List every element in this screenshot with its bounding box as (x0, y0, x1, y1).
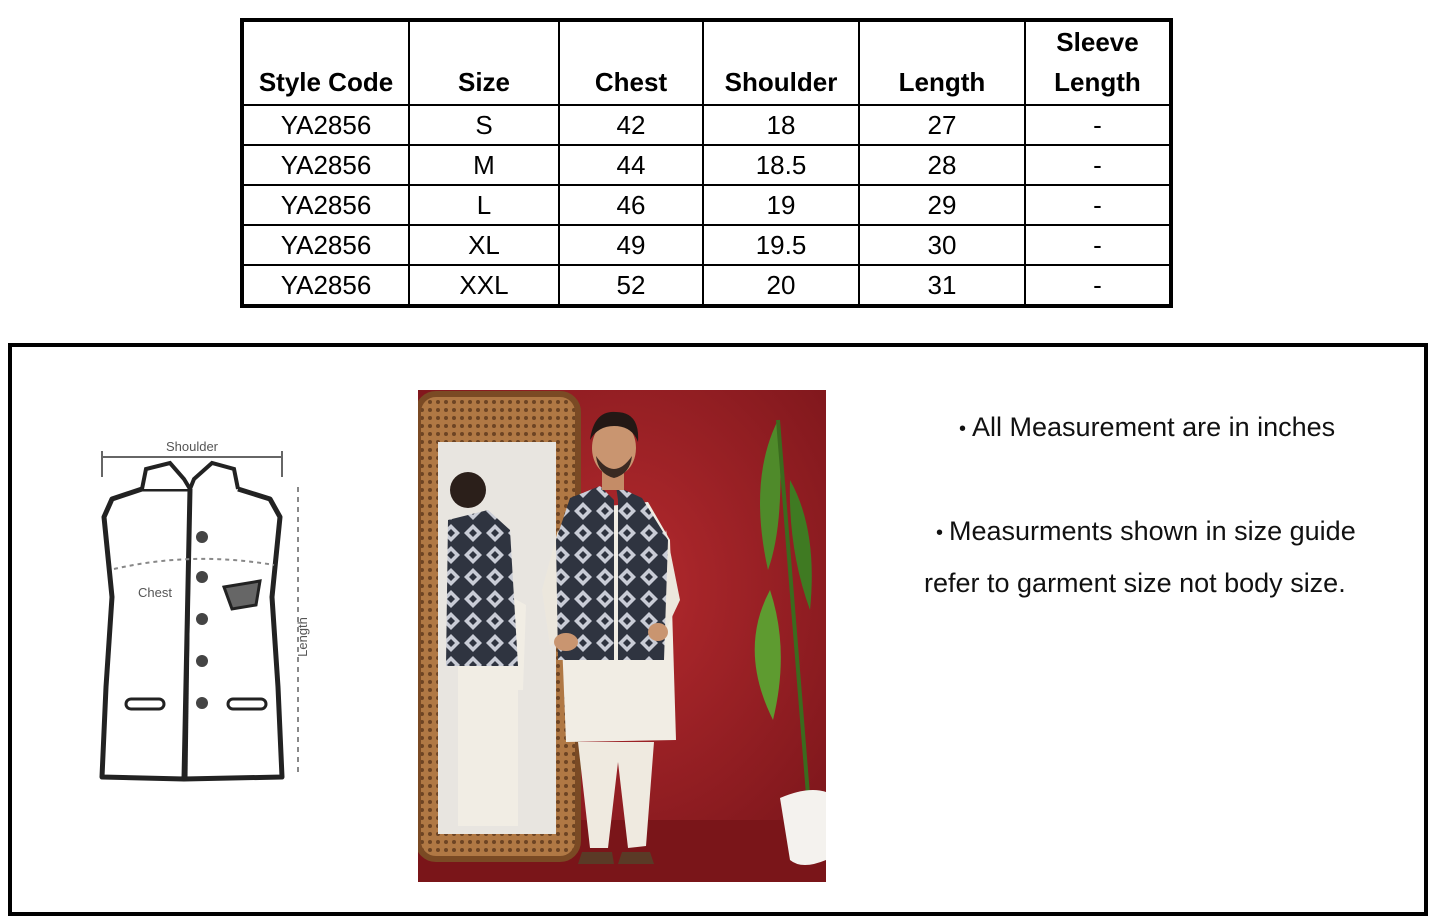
cell-size: M (409, 145, 559, 185)
info-panel (8, 343, 1428, 916)
table-row (242, 225, 1171, 265)
cell-shoulder: 18.5 (703, 145, 859, 185)
jacket-measurement-diagram (42, 427, 342, 847)
cell-sleeve-length: - (1025, 265, 1171, 306)
cell-size: S (409, 105, 559, 145)
cell-sleeve-length: - (1025, 145, 1171, 185)
cell-shoulder: 19 (703, 185, 859, 225)
cell-style-code: YA2856 (242, 105, 409, 145)
header-chest: Chest (559, 20, 703, 105)
cell-style-code: YA2856 (242, 145, 409, 185)
cell-shoulder: 20 (703, 265, 859, 306)
cell-length: 28 (859, 145, 1025, 185)
note-measurement-units (924, 402, 1404, 454)
cell-shoulder: 19.5 (703, 225, 859, 265)
cell-length: 29 (859, 185, 1025, 225)
cell-size: XXL (409, 265, 559, 306)
cell-chest: 46 (559, 185, 703, 225)
cell-chest: 42 (559, 105, 703, 145)
header-style-code: Style Code (242, 20, 409, 105)
note-1-text: All Measurement are in inches (972, 412, 1336, 442)
cell-chest: 52 (559, 265, 703, 306)
note-2-line2: refer to garment size not body size. (924, 567, 1346, 598)
shoulder-label: Shoulder (165, 439, 219, 454)
bullet-icon: • (936, 521, 944, 544)
measurement-notes (924, 402, 1404, 608)
header-size: Size (409, 20, 559, 105)
cell-sleeve-length: - (1025, 105, 1171, 145)
cell-length: 27 (859, 105, 1025, 145)
cell-style-code: YA2856 (242, 185, 409, 225)
cell-chest: 49 (559, 225, 703, 265)
length-label: Length (295, 617, 310, 657)
header-sleeve-length (1025, 20, 1171, 105)
cell-length: 31 (859, 265, 1025, 306)
table-row (242, 265, 1171, 306)
table-row (242, 185, 1171, 225)
cell-sleeve-length: - (1025, 225, 1171, 265)
cell-shoulder: 18 (703, 105, 859, 145)
cell-length: 30 (859, 225, 1025, 265)
table-row (242, 105, 1171, 145)
cell-style-code: YA2856 (242, 225, 409, 265)
product-photo (418, 390, 826, 882)
cell-chest: 44 (559, 145, 703, 185)
chest-label: Chest (138, 585, 172, 600)
note-garment-size (924, 506, 1404, 608)
header-sleeve-line2: Length (1054, 67, 1141, 97)
cell-size: L (409, 185, 559, 225)
table-row (242, 145, 1171, 185)
header-length: Length (859, 20, 1025, 105)
bullet-icon: • (959, 417, 967, 440)
size-chart-table (240, 18, 1173, 308)
cell-sleeve-length: - (1025, 185, 1171, 225)
header-shoulder: Shoulder (703, 20, 859, 105)
cell-size: XL (409, 225, 559, 265)
table-header-row (242, 20, 1171, 105)
note-2-line1: Measurments shown in size guide (949, 515, 1356, 546)
cell-style-code: YA2856 (242, 265, 409, 306)
header-sleeve-line1: Sleeve (1056, 27, 1139, 57)
